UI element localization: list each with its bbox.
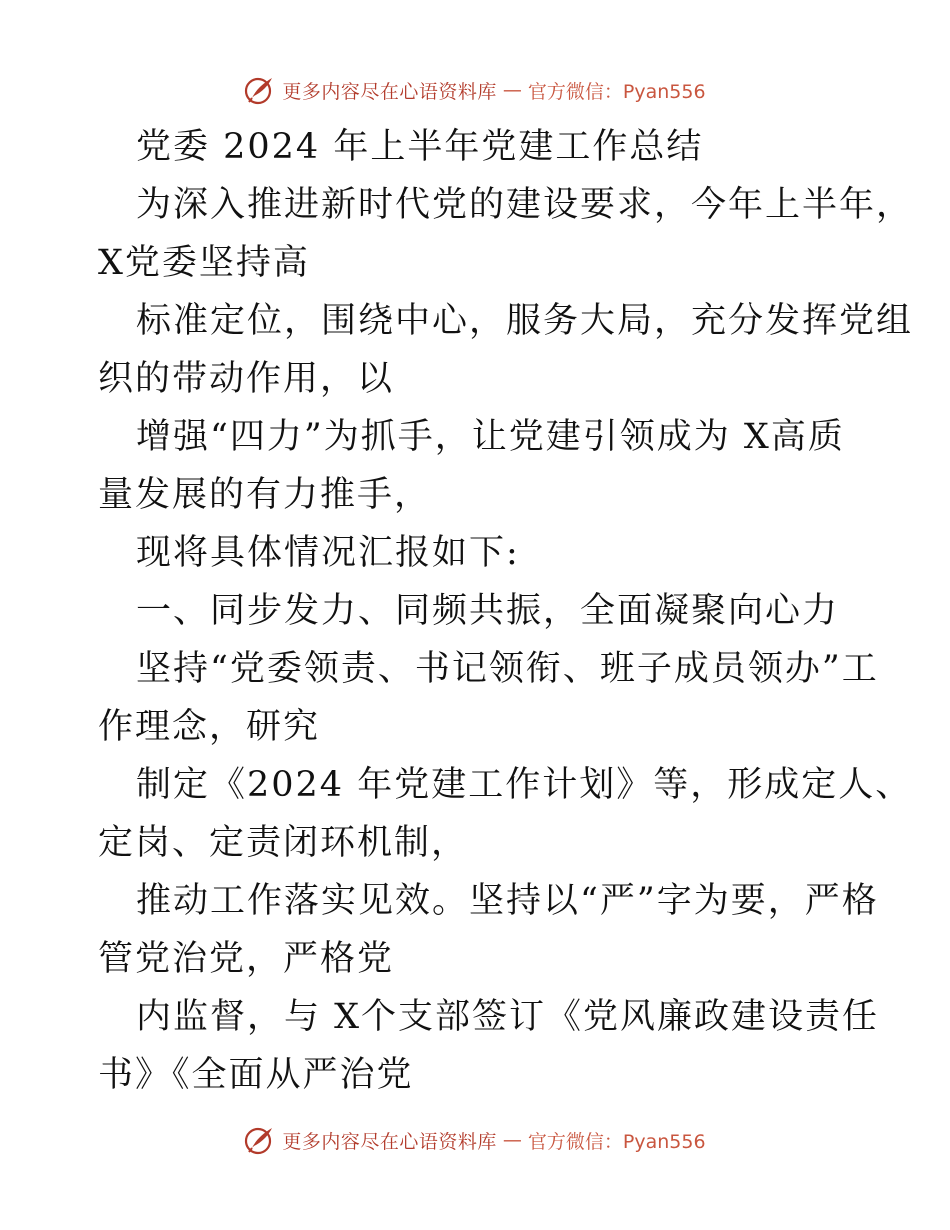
watermark-brand-text: 更多内容尽在心语资料库 <box>282 1130 497 1153</box>
paragraph-line: 增强“四力”为抓手，让党建引领成为 X高质 <box>136 417 845 457</box>
paragraph-line: 书》《全面从严治党 <box>98 1055 414 1095</box>
document-title: 党委 2024 年上半年党建工作总结 <box>136 127 704 167</box>
watermark-brand-text: 更多内容尽在心语资料库 <box>282 80 497 103</box>
watermark-dash: — <box>502 1129 522 1151</box>
paragraph-line: 定岗、定责闭环机制， <box>98 823 469 863</box>
watermark-dash: — <box>502 79 522 101</box>
paragraph-line: 坚持“党委领责、书记领衔、班子成员领办”工 <box>136 649 879 689</box>
paragraph-line: 作理念，研究 <box>98 707 321 747</box>
paragraph-line: 标准定位，围绕中心，服务大局，充分发挥党组 <box>136 301 914 341</box>
paragraph-line: X党委坚持高 <box>98 243 310 283</box>
quill-logo-icon <box>244 1124 276 1156</box>
paragraph-line: 内监督，与 X个支部签订《党风廉政建设责任 <box>136 997 880 1037</box>
watermark-wechat-text: 官方微信：Pyan556 <box>527 1130 706 1153</box>
paragraph-line: 量发展的有力推手， <box>98 475 432 515</box>
paragraph-line: 推动工作落实见效。坚持以“严”字为要，严格 <box>136 881 879 921</box>
watermark-footer <box>0 1120 950 1160</box>
paragraph-line: 管党治党，严格党 <box>98 939 395 979</box>
section-heading: 一、同步发力、同频共振，全面凝聚向心力 <box>136 591 840 631</box>
watermark-wechat-text: 官方微信：Pyan556 <box>527 80 706 103</box>
document-body <box>98 118 914 1104</box>
watermark-header <box>0 70 950 110</box>
paragraph-line: 织的带动作用，以 <box>98 359 395 399</box>
quill-logo-icon <box>244 74 276 106</box>
paragraph-line: 为深入推进新时代党的建设要求，今年上半年， <box>136 185 914 225</box>
paragraph-line: 现将具体情况汇报如下: <box>136 533 520 573</box>
paragraph-line: 制定《2024 年党建工作计划》等，形成定人、 <box>136 765 913 805</box>
